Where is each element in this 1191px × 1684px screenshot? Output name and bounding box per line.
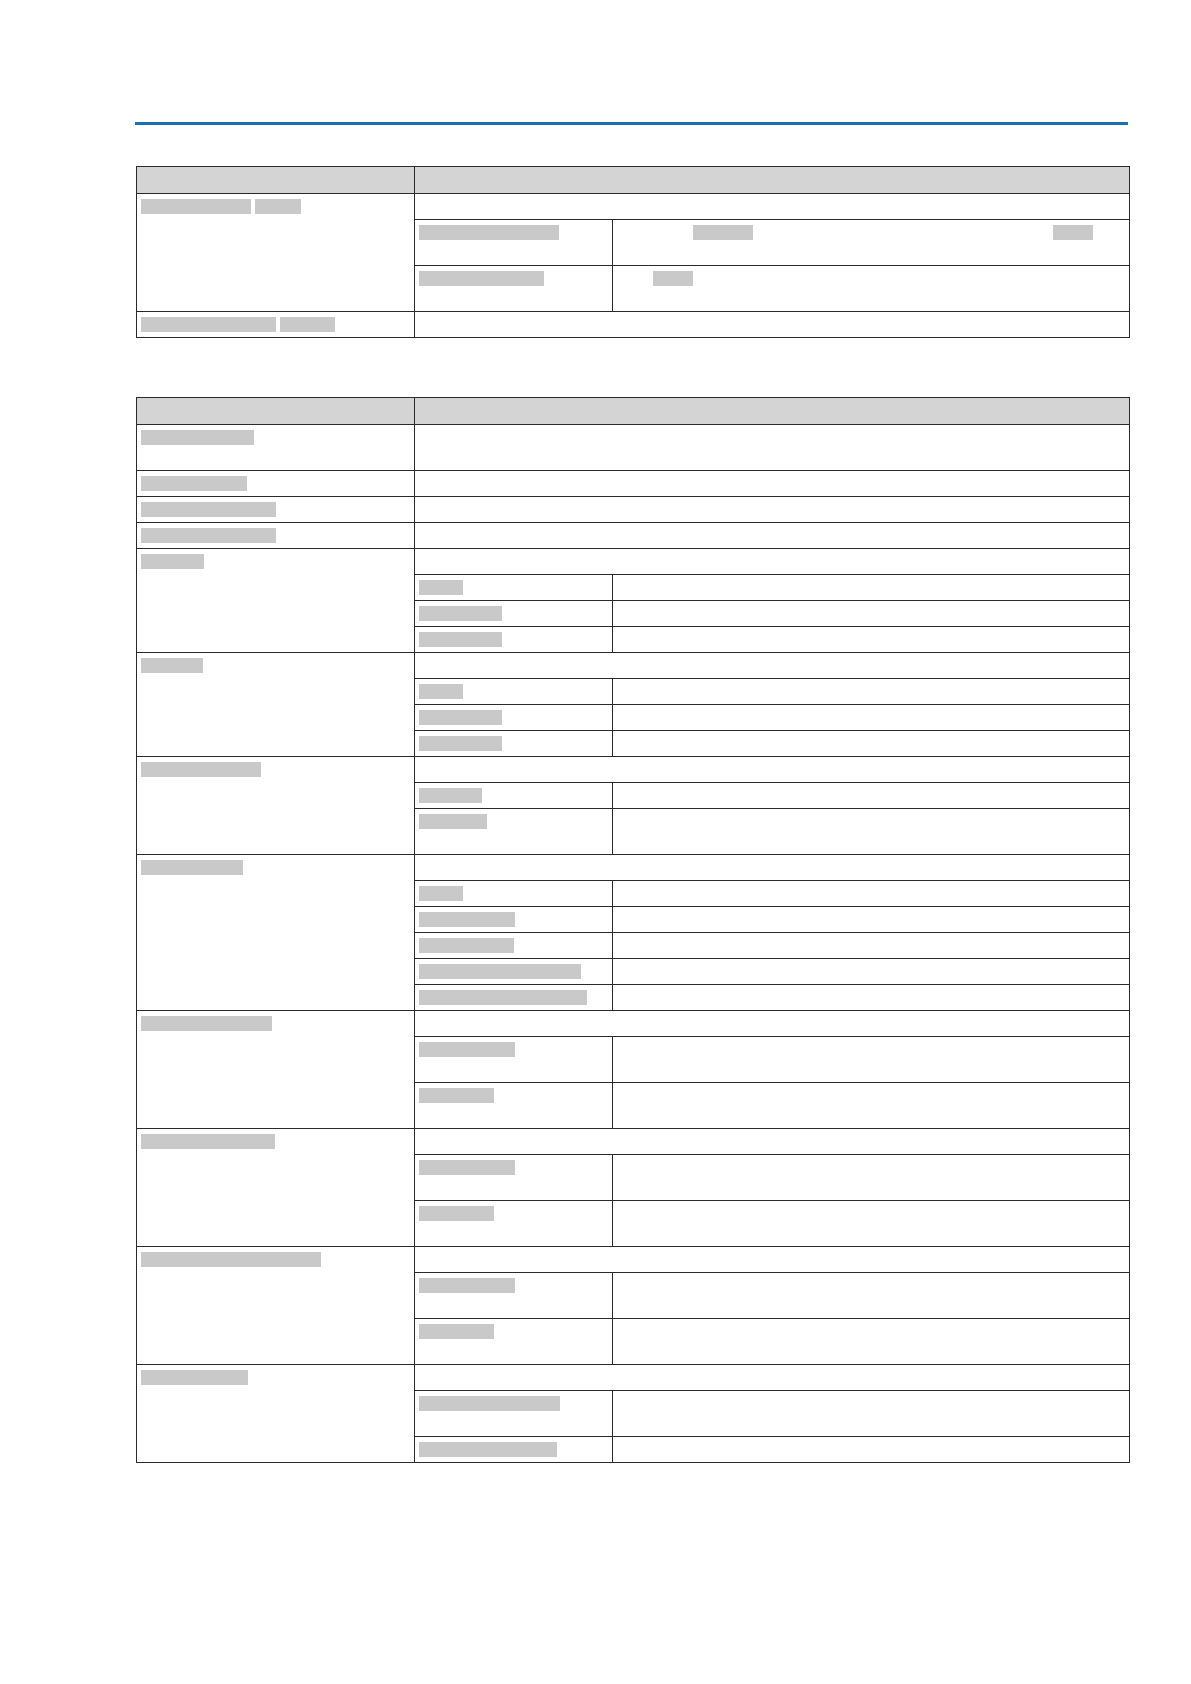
header-cell [137, 398, 415, 425]
redacted-text [141, 1370, 248, 1385]
subrow-label [415, 627, 613, 653]
subrow-value [613, 1037, 1130, 1083]
subrow-label [415, 266, 613, 312]
subrow-value [613, 809, 1130, 855]
row-label [137, 1365, 415, 1463]
subrow-label [415, 881, 613, 907]
row-value [415, 1247, 1130, 1273]
redacted-text [419, 814, 487, 829]
subrow-value [613, 907, 1130, 933]
subrow-label [415, 1083, 613, 1129]
subrow-label [415, 1037, 613, 1083]
row-label [137, 194, 415, 312]
redacted-text [419, 710, 502, 725]
redacted-text [141, 1134, 275, 1149]
row-label [137, 523, 415, 549]
redacted-text [141, 317, 276, 332]
subrow-value [613, 1155, 1130, 1201]
section-rule [135, 122, 1128, 125]
redacted-text [141, 554, 204, 569]
subrow-value [613, 783, 1130, 809]
redacted-text [419, 684, 463, 699]
redacted-text [419, 1042, 515, 1057]
subrow-value [613, 679, 1130, 705]
table-row [137, 425, 1130, 471]
subrow-value [613, 220, 1130, 266]
row-value [415, 1011, 1130, 1037]
subrow-label [415, 1319, 613, 1365]
redacted-text [141, 528, 276, 543]
subrow-label [415, 1437, 613, 1463]
subrow-value [613, 601, 1130, 627]
subrow-value [613, 1201, 1130, 1247]
row-value [415, 497, 1130, 523]
row-value [415, 471, 1130, 497]
row-label [137, 471, 415, 497]
table-row [137, 1247, 1130, 1273]
subrow-label [415, 1155, 613, 1201]
subrow-value [613, 1319, 1130, 1365]
subrow-label [415, 907, 613, 933]
row-value [415, 855, 1130, 881]
redacted-text [419, 1396, 560, 1411]
header-cell [415, 398, 1130, 425]
subrow-value [613, 985, 1130, 1011]
row-value [415, 312, 1130, 338]
subrow-value [613, 705, 1130, 731]
table-row [137, 1011, 1130, 1037]
table-row [137, 855, 1130, 881]
row-value [415, 425, 1130, 471]
redacted-text [419, 1206, 494, 1221]
redacted-text [419, 990, 587, 1005]
subrow-value [613, 881, 1130, 907]
redacted-text [419, 225, 559, 240]
row-label [137, 1129, 415, 1247]
table-row [137, 757, 1130, 783]
redacted-text [419, 1442, 557, 1457]
redacted-text [141, 199, 251, 214]
row-value [415, 1365, 1130, 1391]
row-label [137, 312, 415, 338]
subrow-label [415, 1201, 613, 1247]
table-row [137, 1129, 1130, 1155]
redacted-text [1053, 225, 1093, 240]
redacted-text [419, 1160, 515, 1175]
redacted-text [255, 199, 301, 214]
redacted-text [141, 1252, 321, 1267]
row-value [415, 523, 1130, 549]
subrow-value [613, 1083, 1130, 1129]
spec-table-1 [136, 166, 1130, 338]
redacted-text [419, 271, 544, 286]
table-header [137, 398, 1130, 425]
row-label [137, 1011, 415, 1129]
row-label [137, 855, 415, 1011]
table-row [137, 549, 1130, 575]
subrow-value [613, 731, 1130, 757]
redacted-text [141, 1016, 272, 1031]
subrow-value [613, 266, 1130, 312]
subrow-label [415, 679, 613, 705]
subrow-value [613, 575, 1130, 601]
subrow-value [613, 627, 1130, 653]
subrow-label [415, 1273, 613, 1319]
row-label [137, 1247, 415, 1365]
subrow-value [613, 1437, 1130, 1463]
row-label [137, 653, 415, 757]
subrow-label [415, 1391, 613, 1437]
subrow-label [415, 933, 613, 959]
table-row [137, 653, 1130, 679]
subrow-value [613, 1391, 1130, 1437]
subrow-value [613, 1273, 1130, 1319]
subrow-label [415, 985, 613, 1011]
redacted-text [141, 476, 247, 491]
header-cell [137, 167, 415, 194]
redacted-text [141, 658, 203, 673]
redacted-text [419, 938, 514, 953]
header-cell [415, 167, 1130, 194]
redacted-text [693, 225, 753, 240]
row-value [415, 757, 1130, 783]
subrow-label [415, 575, 613, 601]
table-row [137, 523, 1130, 549]
subrow-value [613, 933, 1130, 959]
redacted-text [280, 317, 335, 332]
table-row [137, 194, 1130, 220]
redacted-text [653, 271, 693, 286]
subrow-label [415, 809, 613, 855]
table-header [137, 167, 1130, 194]
redacted-text [419, 912, 515, 927]
subrow-label [415, 731, 613, 757]
row-value [415, 1129, 1130, 1155]
table-row [137, 312, 1130, 338]
spec-table-2 [136, 397, 1130, 1463]
redacted-text [419, 1088, 494, 1103]
redacted-text [141, 430, 254, 445]
row-value [415, 653, 1130, 679]
table-row [137, 1365, 1130, 1391]
redacted-text [141, 860, 243, 875]
redacted-text [419, 886, 463, 901]
redacted-text [419, 788, 482, 803]
redacted-text [419, 606, 502, 621]
row-label [137, 757, 415, 855]
row-label [137, 497, 415, 523]
subrow-label [415, 705, 613, 731]
row-value [415, 194, 1130, 220]
table-row [137, 471, 1130, 497]
redacted-text [141, 502, 276, 517]
table-row [137, 497, 1130, 523]
redacted-text [419, 964, 581, 979]
subrow-label [415, 959, 613, 985]
redacted-text [419, 1324, 494, 1339]
redacted-text [419, 632, 502, 647]
subrow-label [415, 601, 613, 627]
row-label [137, 549, 415, 653]
subrow-label [415, 220, 613, 266]
redacted-text [419, 736, 502, 751]
redacted-text [419, 580, 463, 595]
row-value [415, 549, 1130, 575]
subrow-label [415, 783, 613, 809]
row-label [137, 425, 415, 471]
subrow-value [613, 959, 1130, 985]
redacted-text [141, 762, 261, 777]
redacted-text [419, 1278, 515, 1293]
